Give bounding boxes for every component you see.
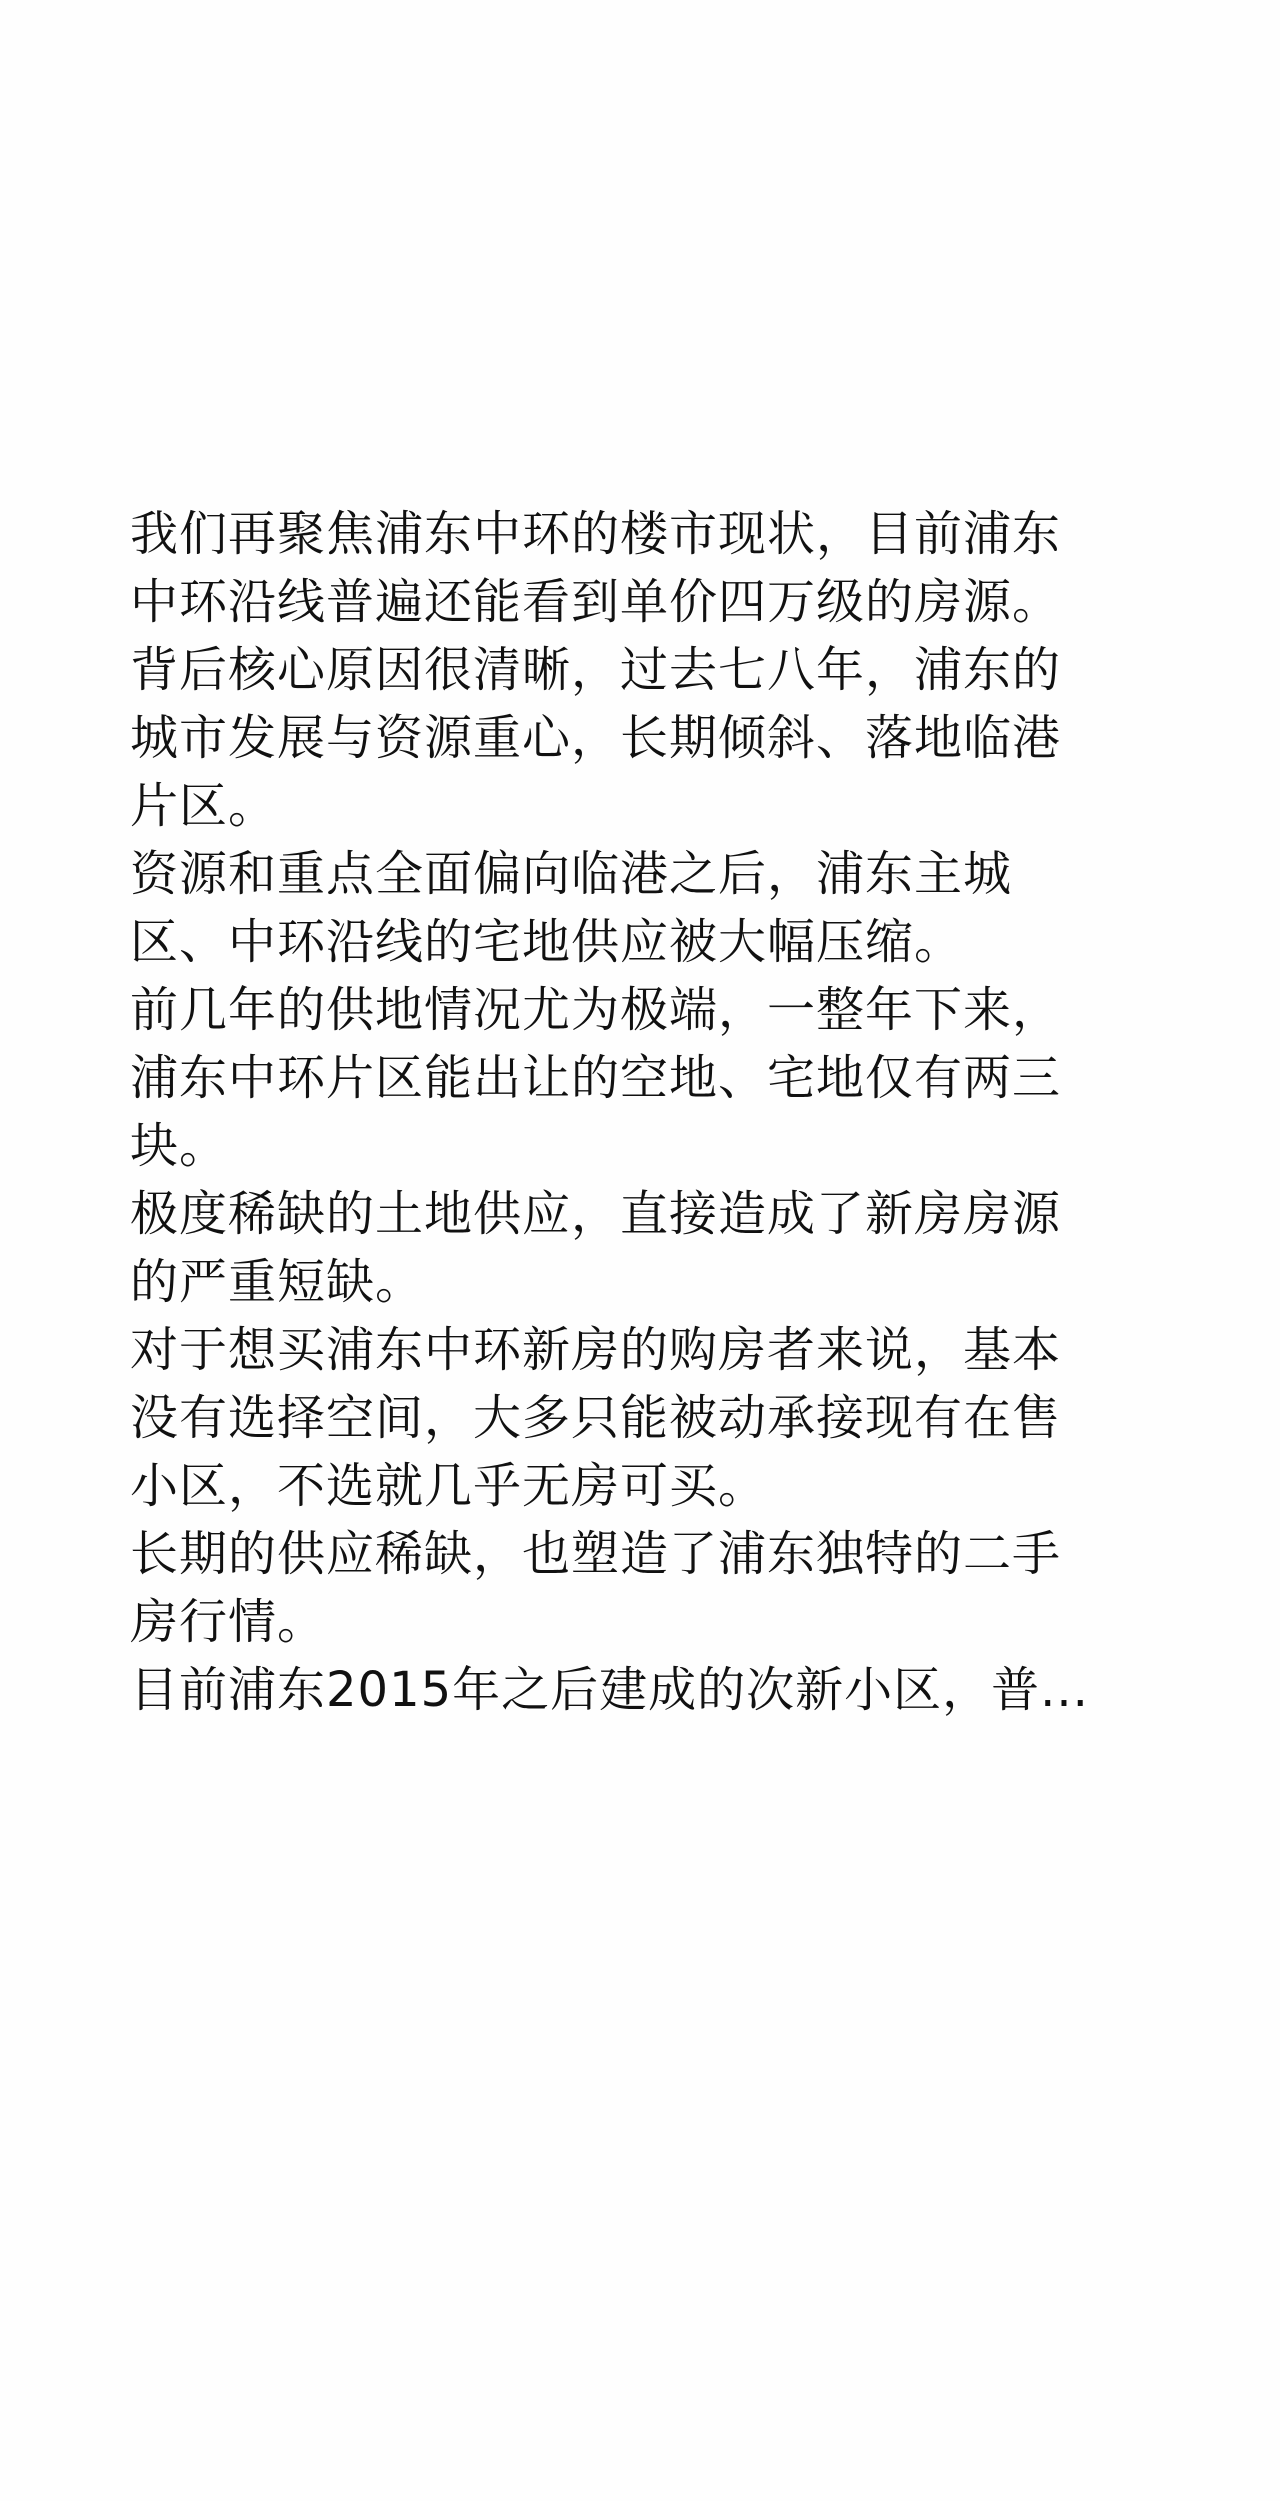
- text-line: 前几年的供地情况尤为极端，一整年下来，: [130, 982, 1062, 1038]
- article-body: [130, 500, 1150, 1724]
- text-line: 极度稀缺的土地供应，直接造成了新房房源: [130, 1186, 1062, 1242]
- text-line: 资源和重点全面偏向临港之后，浦东主城: [130, 846, 1013, 902]
- text-line: 小区，不选就几乎无房可买。: [130, 1458, 768, 1514]
- text-line: 中环沿线普遍还能看到单价四万级的房源。: [130, 574, 1062, 630]
- text-line: 长期的供应稀缺，也塑造了浦东独特的二手: [130, 1526, 1062, 1582]
- text-line: 城市发展与资源重心，长期倾斜、落地临港: [130, 710, 1062, 766]
- text-line: 对于想买浦东中环新房的购房者来说，基本: [130, 1322, 1062, 1378]
- text-line: 区、中环沿线的宅地供应被大幅压缩。: [130, 914, 964, 970]
- text-line: 的严重短缺。: [130, 1254, 425, 1310]
- text-line: 我们再聚焦浦东中环的楼市现状，目前浦东: [130, 506, 1062, 562]
- text-line-truncated[interactable]: 目前浦东2015年之后建成的次新小区，普...: [130, 1662, 1089, 1718]
- text-line: 块。: [130, 1118, 229, 1174]
- text-line: 背后核心原因很清晰，过去七八年，浦东的: [130, 642, 1062, 698]
- text-line: 没有选择空间，大多只能被动承接现有在售: [130, 1390, 1062, 1446]
- text-line: 片区。: [130, 778, 278, 834]
- text-line: 房行情。: [130, 1594, 327, 1650]
- text-line: 浦东中环片区能出让的空地、宅地仅有两三: [130, 1050, 1062, 1106]
